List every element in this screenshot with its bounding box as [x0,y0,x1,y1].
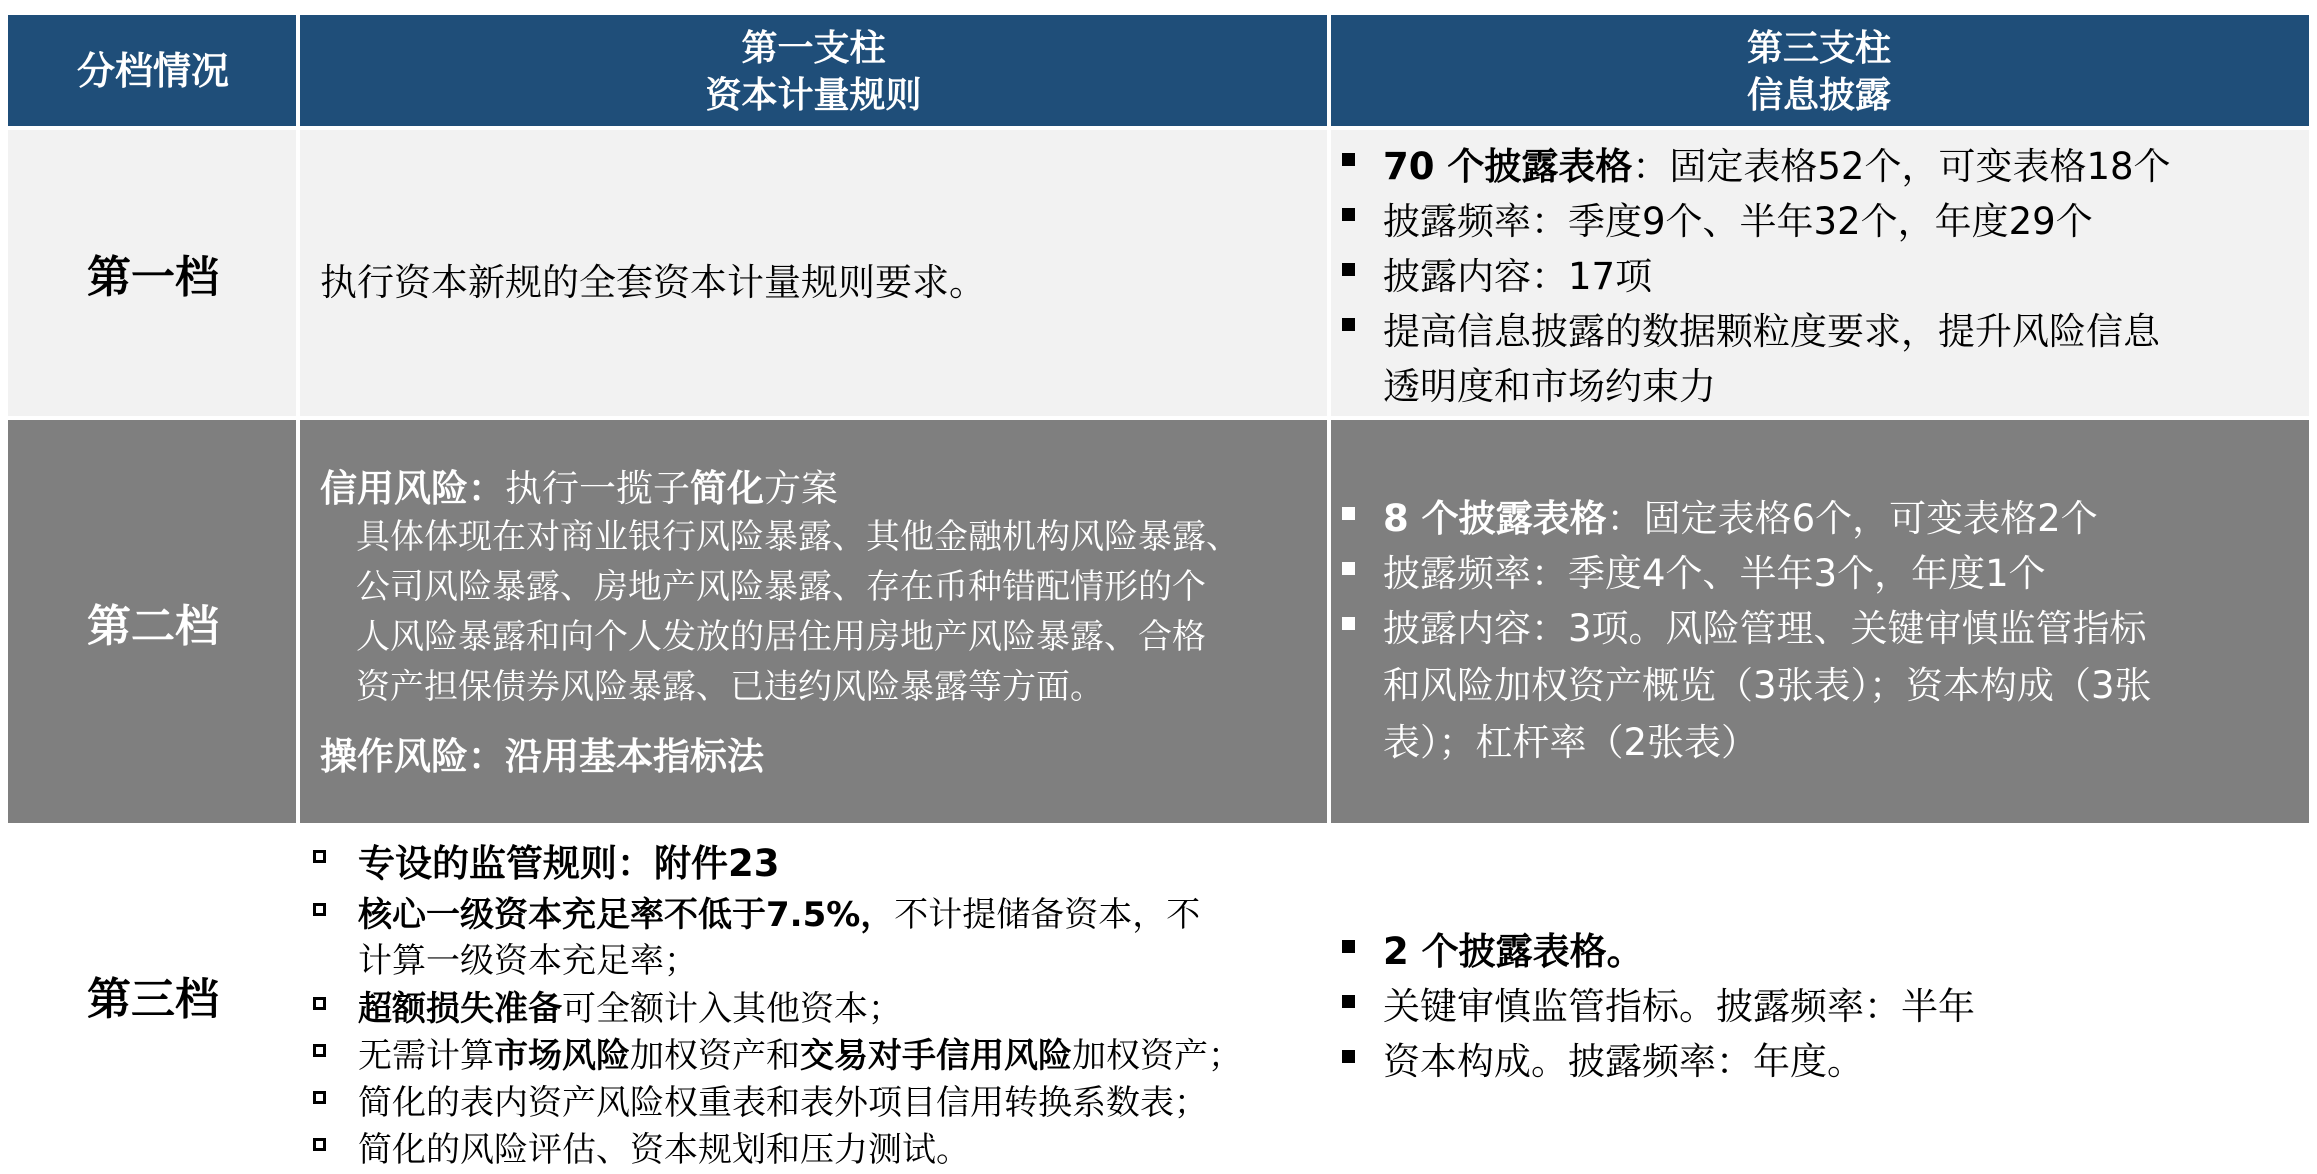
header-pillar3-subtitle: 信息披露 [1746,74,1891,116]
tier2-pillar3-item3-text: 披露内容：3项。风险管理、关键审慎监管指标 [1383,607,2147,650]
tier2-label-cell [8,418,298,825]
checkbox-square-icon [313,1091,326,1104]
tier3-item1-bold: 专设的监管规则：附件23 [358,842,780,885]
tier3-item4-text: 加权资产； [1072,1036,1242,1076]
tier2-pillar3-item3-cont: 表）；杠杆率（2张表） [1383,721,1759,764]
tier2-pillar3-item1-text: ：固定表格6个，可变表格2个 [1606,497,2098,540]
tier3-label: 第三档 [87,973,219,1025]
tier2-credit-risk-detail [356,512,1240,712]
detail-line: 人风险暴露和向个人发放的居住用房地产风险暴露、合格 [356,617,1206,657]
tier3-pillar1-cell [298,825,1329,1170]
tier3-item4-pre: 无需计算 [358,1036,494,1076]
tier3-pillar3-item3-text: 资本构成。披露频率：年度。 [1383,1040,1864,1083]
tier3-item3-bold: 超额损失准备 [358,989,562,1029]
header-tier-label: 分档情况 [76,49,229,93]
column-divider [1327,15,1331,1164]
tier3-item4-bold2: 交易对手信用风险 [800,1036,1072,1076]
tier3-pillar3-item2-text: 关键审慎监管指标。披露频率：半年 [1383,985,1975,1028]
tier1-pillar3-item1-bold: 70 个披露表格 [1383,145,1633,188]
bullet-icon [1342,318,1355,331]
tier3-item4-mid: 加权资产和 [630,1036,800,1076]
tier1-pillar3-cell [1329,128,2309,418]
row-divider [8,126,2309,130]
checkbox-square-icon [313,1138,326,1151]
tier2-pillar3-cell [1329,418,2309,825]
tier3-item4-bold: 市场风险 [494,1036,630,1076]
tier3-item5-text: 简化的表内资产风险权重表和表外项目信用转换系数表； [358,1083,1208,1123]
bullet-icon [1342,263,1355,276]
checkbox-square-icon [313,903,326,916]
detail-line: 资产担保债券风险暴露、已违约风险暴露等方面。 [356,667,1104,707]
bullet-icon [1342,617,1355,630]
bullet-icon [1342,507,1355,520]
tier1-pillar3-item4-text: 提高信息披露的数据颗粒度要求，提升风险信息 [1383,310,2160,353]
credit-risk-text-end: 方案 [764,467,838,510]
credit-risk-text: 执行一揽子 [505,467,690,510]
bullet-icon [1342,940,1355,953]
credit-risk-label: 信用风险： [320,467,505,510]
header-pillar1-column [298,15,1329,128]
tier3-item2-cont: 计算一级资本充足率； [358,941,698,981]
credit-risk-emphasis: 简化 [690,467,764,510]
bullet-icon [1342,1050,1355,1063]
header-pillar1-title: 第一支柱 [741,27,886,69]
tier3-item6-text: 简化的风险评估、资本规划和压力测试。 [358,1130,970,1170]
tier1-pillar3-item1-text: ：固定表格52个，可变表格18个 [1632,145,2171,188]
tier2-operational-risk-line: 操作风险：沿用基本指标法 [320,735,764,778]
header-tier-column [8,15,298,128]
tier3-item2-text: 不计提储备资本，不 [894,895,1201,935]
detail-line: 公司风险暴露、房地产风险暴露、存在币种错配情形的个 [356,567,1206,607]
tier1-label: 第一档 [87,252,219,303]
bullet-icon [1342,995,1355,1008]
row-divider [8,823,2309,827]
tier3-label-cell [8,825,298,1164]
header-pillar3-column [1329,15,2309,128]
checkbox-square-icon [313,850,326,863]
tier2-credit-risk-line [320,458,838,512]
tier2-pillar3-item1-bold: 8 个披露表格 [1383,497,1607,540]
tier1-pillar3-item2-text: 披露频率：季度9个、半年32个，年度29个 [1383,200,2093,243]
tier2-pillar1-cell [298,418,1329,825]
bullet-icon [1342,562,1355,575]
detail-line: 具体体现在对商业银行风险暴露、其他金融机构风险暴露、 [356,517,1240,557]
row-divider [8,416,2309,420]
tier3-pillar3-cell [1329,825,2309,1164]
tier1-label-cell [8,128,298,418]
tier1-pillar3-item3-text: 披露内容：17项 [1383,255,1653,298]
tier1-pillar3-item4-cont: 透明度和市场约束力 [1383,365,1716,408]
tier3-pillar3-item1-bold: 2 个披露表格。 [1383,930,1644,973]
tier3-item3-text: 可全额计入其他资本； [562,989,902,1029]
checkbox-square-icon [313,1044,326,1057]
tier1-pillar1-cell [298,128,1329,418]
tier1-pillar1-text: 执行资本新规的全套资本计量规则要求。 [320,261,986,304]
tier2-pillar3-item3-cont: 和风险加权资产概览（3张表）；资本构成（3张 [1383,664,2152,707]
tier-comparison-table [8,15,2309,1170]
bullet-icon [1342,153,1355,166]
tier2-label: 第二档 [87,600,219,652]
header-pillar3-title: 第三支柱 [1746,27,1891,69]
tier3-item2-bold: 核心一级资本充足率不低于7.5%， [358,895,895,935]
header-pillar1-subtitle: 资本计量规则 [705,74,922,116]
checkbox-square-icon [313,997,326,1010]
column-divider [296,15,300,1164]
tier2-pillar3-item2-text: 披露频率：季度4个、半年3个，年度1个 [1383,552,2046,595]
bullet-icon [1342,208,1355,221]
